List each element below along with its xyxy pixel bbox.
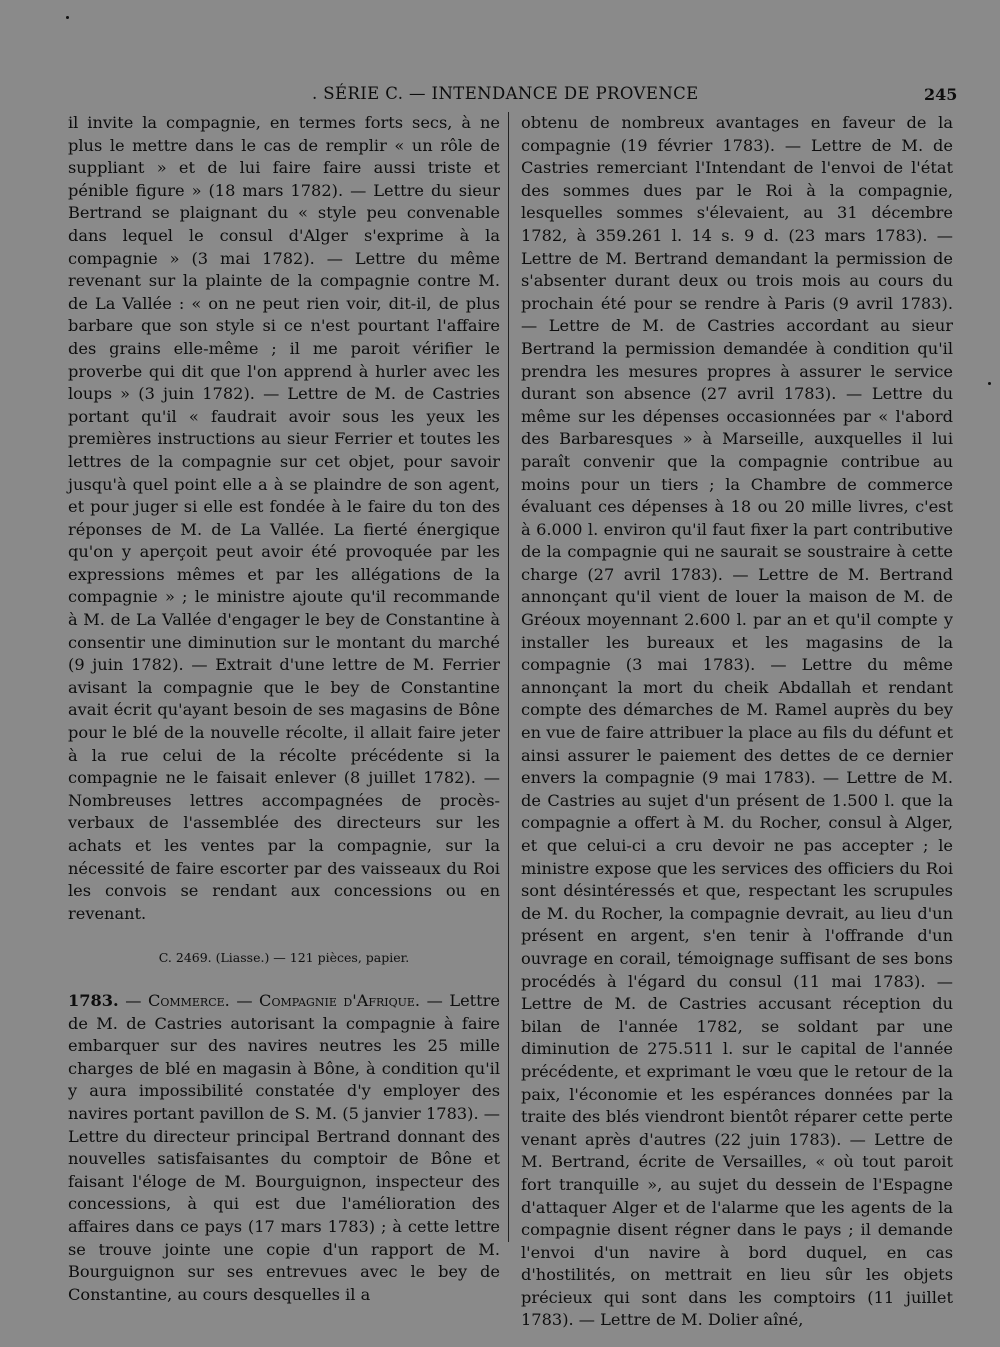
running-header: . SÉRIE C. — INTENDANCE DE PROVENCE: [312, 84, 699, 103]
page-number: 245: [924, 85, 958, 104]
entry-year: 1783.: [68, 990, 119, 1010]
entry-text: Lettre de M. de Castries autorisant la compagnie à faire embarquer sur des navires neutres les 25 mille charges de blé en magasin à Bône, à condition qu'il y aura impossibilité constatée d'y employer des navires portant pavillon de S. M. (5 janvier 1783). — Lettre du directeur principal Bertrand donnant des nouvelles satisfaisantes du comptoir de Bône et faisant l'éloge de M. Bourguignon, inspecteur des concessions, à qui est due l'amélioration des affaires dans ce pays (17 mars 1783) ; à cette lettre se trouve jointe une copie d'un rapport de M. Bourguignon sur ses entrevues avec le bey de Constantine, au cours desquelles il a: [68, 990, 500, 1304]
entry-section-title: — Commerce. — Compagnie d'Afrique. —: [125, 990, 443, 1010]
paragraph: il invite la compagnie, en termes forts secs, à ne plus le mettre dans le cas de remplir « un rôle de suppliant » et de lui faire faire aussi triste et pénible figure » (18 mars 1782). — Lettre du sieur Bertrand se plaignant du « style peu convenable dans lequel le consul d'Alger s'exprime à la compagnie » (3 mai 1782). — Lettre du même revenant sur la plainte de la compagnie contre M. de La Vallée : « on ne peut rien voir, dit-il, de plus barbare que son style si ce n'est pourtant l'affaire des grains elle-même ; il me paroit vérifier le proverbe qui dit que l'on apprend à hurler avec les loups » (3 juin 1782). — Lettre de M. de Castries portant qu'il « faudrait avoir sous les yeux les premières instructions au sieur Ferrier et toutes les lettres de la compagnie sur cet objet, pour savoir jusqu'à quel point elle a à se plaindre de son agent, et pour juger si elle est fondée à le faire du ton des réponses de M. de La Vallée. La fierté énergique qu'on y aperçoit peut avoir été provoquée par les expressions mêmes et par les allégations de la compagnie » ; le ministre ajoute qu'il recommande à M. de La Vallée d'engager le bey de Constantine à consentir une diminution sur le montant du marché (9 juin 1782). — Extrait d'une lettre de M. Ferrier avisant la compagnie que le bey de Constantine avait écrit qu'ayant besoin de ses magasins de Bône pour le blé de la nouvelle récolte, il allait faire jeter à la rue celui de la récolte précédente si la compagnie ne le faisait enlever (8 juillet 1782). — Nombreuses lettres accompagnées de procès-verbaux de l'assemblée des directeurs sur les achats et les ventes par la compagnie, sur la nécessité de faire escorter par des vaisseaux du Roi les convois se rendant aux concessions ou en revenant.: [68, 113, 500, 923]
column-divider: [508, 112, 509, 1242]
scan-speck: [66, 16, 69, 19]
entry-paragraph: [68, 990, 500, 1306]
scan-speck: [988, 382, 991, 385]
paragraph: obtenu de nombreux avantages en faveur de la compagnie (19 février 1783). — Lettre de M. de Castries remerciant l'Intendant de l'envoi de l'état des sommes dues par le Roi à la compagnie, lesquelles sommes s'élevaient, au 31 décembre 1782, à 359.261 l. 14 s. 9 d. (23 mars 1783). — Lettre de M. Bertrand demandant la permission de s'absenter durant deux ou trois mois au cours du prochain été pour se rendre à Paris (9 avril 1783). — Lettre de M. de Castries accordant au sieur Bertrand la permission demandée à condition qu'il prendra les mesures propres à assurer le service durant son absence (27 avril 1783). — Lettre du même sur les dépenses occasionnées par « l'abord des Barbaresques » à Marseille, auxquelles il lui paraît convenir que la compagnie contribue au moins pour un tiers ; la Chambre de commerce évaluant ces dépenses à 18 ou 20 mille livres, c'est à 6.000 l. environ qu'il faut fixer la part contributive de la compagnie qui ne saurait se soustraire à cette charge (27 avril 1783). — Lettre de M. Bertrand annonçant qu'il vient de louer la maison de M. de Gréoux moyennant 2.600 l. par an et qu'il compte y installer les bureaux et les magasins de la compagnie (3 mai 1783). — Lettre du même annonçant la mort du cheik Abdallah et rendant compte des démarches de M. Ramel auprès du bey en vue de faire attribuer la place au fils du défunt et ainsi assurer le paiement des dettes de ce dernier envers la compagnie (9 mai 1783). — Lettre de M. de Castries au sujet d'un présent de 1.500 l. que la compagnie a offert à M. du Rocher, consul à Alger, et que celui-ci a cru devoir ne pas accepter ; le ministre expose que les services des officiers du Roi sont désintéressés et que, respectant les scrupules de M. du Rocher, la compagnie devrait, au lieu d'un présent en argent, s'en tenir à l'offrande d'un ouvrage en corail, témoignage suffisant de ses bons procédés à l'égard du consul (11 mai 1783). — Lettre de M. de Castries accusant réception du bilan de l'année 1782, se soldant par une diminution de 275.511 l. sur le capital de l'année précédente, et exprimant le vœu que le retour de la paix, l'économie et les espérances données par la traite des blés viendront bientôt réparer cette perte venant après d'autres (22 juin 1783). — Lettre de M. Bertrand, écrite de Versailles, « où tout paroit fort tranquille », au sujet du dessein de l'Espagne d'attaquer Alger et de l'alarme que les agents de la compagnie disent régner dans le pays ; il demande l'envoi d'un navire à bord duquel, en cas d'hostilités, on mettrait en lieu sûr les objets précieux qui sont dans les comptoirs (11 juillet 1783). — Lettre de M. Dolier aîné,: [521, 113, 953, 1330]
right-column: [521, 112, 953, 1332]
left-column: [68, 112, 500, 1306]
archive-source-line: C. 2469. (Liasse.) — 121 pièces, papier.: [158, 950, 410, 966]
